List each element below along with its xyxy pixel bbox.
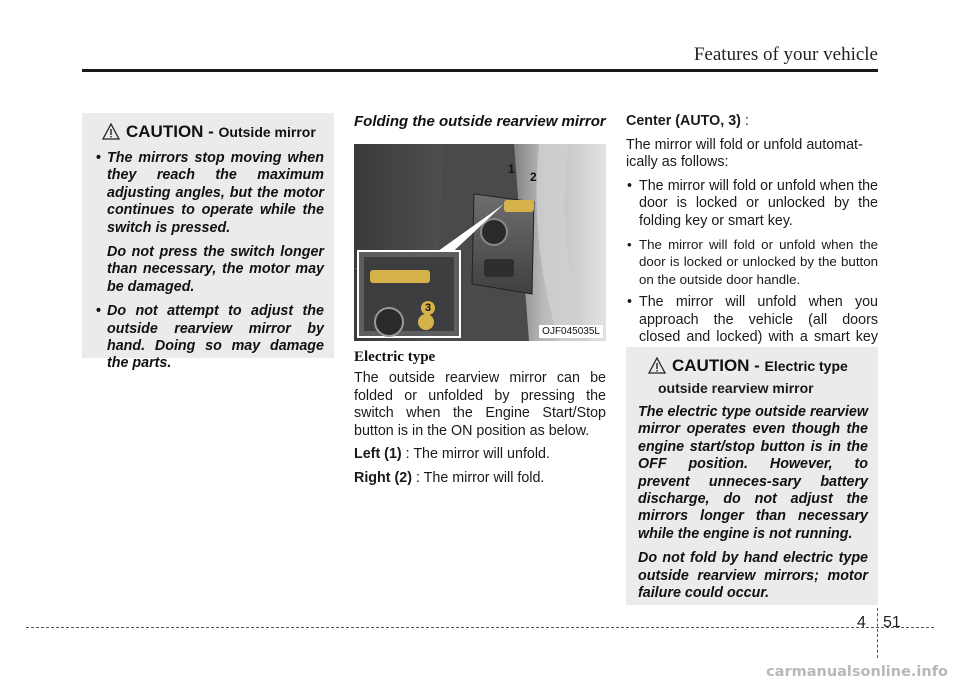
warning-triangle-icon	[648, 357, 666, 374]
middle-column	[354, 113, 606, 494]
caution-text: The electric type outside rearview mirror operates even though the engine start/stop button is in the OFF position. However, to prevent unneces-sary battery discharge, do not adjust the mirrors longer than necessary while the engine is not running.	[638, 404, 868, 542]
door-panel-illustration	[354, 144, 606, 341]
intro-paragraph: The mirror will fold or unfold automat-ically as follows:	[626, 136, 863, 171]
caution-word: CAUTION -	[126, 122, 219, 141]
right-label: Right (2)	[354, 469, 412, 486]
caution-subtitle-line2: outside rearview mirror	[658, 380, 814, 396]
warning-triangle-icon	[102, 123, 120, 140]
caution-word: CAUTION -	[672, 356, 765, 375]
mirror-switch-figure	[354, 144, 606, 341]
right-item	[354, 470, 606, 488]
callout-2: 2	[530, 170, 537, 184]
caution-heading	[648, 356, 868, 376]
chapter-number: 4	[857, 614, 866, 631]
caution-list	[94, 150, 324, 373]
caution-box-electric-mirror	[626, 347, 878, 605]
caution-text: Do not fold by hand electric type outside rearview mirrors; motor failure could occur.	[638, 550, 868, 602]
center-item	[626, 113, 878, 131]
figure-code: OJF045035L	[539, 325, 603, 338]
left-text: : The mirror will unfold.	[401, 446, 550, 463]
subheading-electric-type: Electric type	[354, 349, 436, 365]
right-text: : The mirror will fold.	[411, 469, 545, 486]
caution-item	[94, 150, 324, 296]
caution-item-text: • Do not attempt to adjust the outside rearview mirror by hand. Doing so may damage the parts.	[107, 303, 324, 372]
center-text: :	[740, 113, 749, 129]
center-label: Center (AUTO, 3)	[626, 113, 741, 129]
auto-fold-list	[626, 178, 878, 364]
caution-subtitle: Outside mirror	[218, 124, 316, 140]
footer-divider	[877, 608, 878, 658]
body-paragraph: The outside rearview mirror can be folded or unfolded by pressing the switch when the Engine Start/Stop button is in the ON position as below.	[354, 370, 606, 439]
caution-subtitle: Electric type	[764, 358, 848, 374]
list-item: • The mirror will fold or unfold when the door is locked or unlocked by the button on the outside door handle.	[626, 236, 878, 288]
list-item: • The mirror will fold or unfold when the door is locked or unlocked by the folding key or smart key.	[626, 178, 878, 230]
callout-1: 1	[508, 162, 515, 176]
left-label: Left (1)	[354, 446, 402, 463]
right-column	[626, 113, 878, 370]
callout-3: 3	[421, 301, 435, 315]
footer-rule	[26, 627, 934, 628]
caution-box-outside-mirror	[82, 113, 334, 372]
caution-item-text: Do not press the switch longer than necessary, the motor may be damaged.	[107, 244, 324, 295]
page-header-title: Features of your vehicle	[693, 44, 878, 65]
section-title: Folding the outside rearview mirror	[354, 113, 606, 130]
list-item: • The mirror will unfold when you approach the vehicle (all doors closed and locked) with a smart key	[626, 294, 878, 364]
left-item	[354, 446, 606, 464]
page-number: 51	[883, 614, 901, 631]
header-rule	[82, 69, 878, 72]
watermark: carmanualsonline.info	[766, 664, 948, 680]
caution-heading	[102, 122, 324, 142]
caution-item	[94, 303, 324, 373]
caution-item-text: • The mirrors stop moving when they reach the maximum adjusting angles, but the motor continues to operate while the switch is pressed.	[107, 150, 324, 236]
